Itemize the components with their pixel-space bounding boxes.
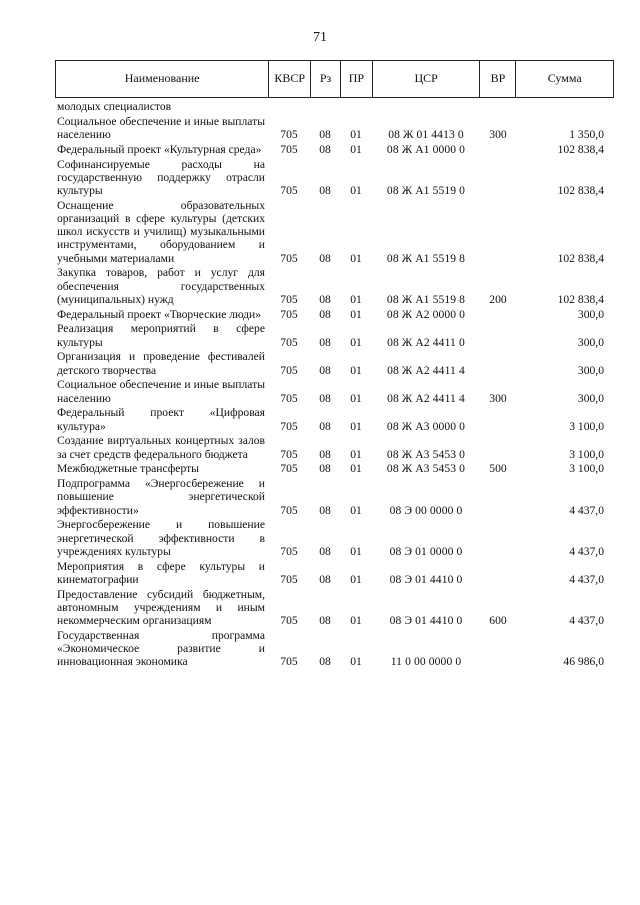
cell-sum: 4 437,0 bbox=[569, 544, 604, 558]
cell-sum: 300,0 bbox=[577, 391, 604, 405]
cell-sum: 300,0 bbox=[577, 307, 604, 321]
cell-csr: 08 Ж 01 4413 0 bbox=[388, 128, 464, 141]
cell-sum: 3 100,0 bbox=[569, 419, 604, 433]
cell-kvsr: 705 bbox=[280, 544, 298, 558]
cell-csr: 08 Ж А3 5453 0 bbox=[386, 462, 466, 476]
cell-csr: 08 Ж А2 4411 0 bbox=[387, 335, 465, 349]
header-pr: ПР bbox=[340, 61, 372, 97]
cell-csr: 11 0 00 0000 0 bbox=[390, 655, 462, 669]
cell-csr: 08 Ж А1 5519 0 bbox=[386, 184, 466, 197]
cell-pr: 01 bbox=[350, 292, 362, 306]
cell-csr: 08 Ж А3 0000 0 bbox=[386, 419, 466, 433]
cell-name: Социальное обеспечение и иные выплаты населению bbox=[57, 114, 265, 141]
table-row bbox=[55, 477, 614, 517]
cell-sum: 46 986,0 bbox=[563, 655, 604, 669]
cell-rz: 08 bbox=[319, 655, 331, 669]
cell-csr: 08 Ж А1 5519 8 bbox=[386, 292, 466, 306]
cell-csr: 08 Ж А1 0000 0 bbox=[386, 142, 466, 156]
cell-sum: 1 350,0 bbox=[569, 128, 604, 141]
cell-pr: 01 bbox=[350, 142, 362, 156]
cell-name: Закупка товаров, работ и услуг для обеспечения государственных (муниципальных) нужд bbox=[57, 266, 265, 306]
cell-pr: 01 bbox=[350, 419, 362, 433]
cell-name: Федеральный проект «Творческие люди» bbox=[57, 307, 261, 321]
cell-sum: 300,0 bbox=[577, 363, 604, 377]
cell-pr: 01 bbox=[350, 503, 362, 517]
table-row bbox=[55, 100, 614, 113]
cell-kvsr: 705 bbox=[280, 184, 298, 197]
cell-csr: 08 Ж А1 5519 8 bbox=[386, 251, 466, 265]
table-row bbox=[55, 378, 614, 404]
cell-rz: 08 bbox=[319, 391, 331, 405]
table-row bbox=[55, 518, 614, 558]
cell-sum: 300,0 bbox=[577, 335, 604, 349]
cell-name: Межбюджетные трансферты bbox=[57, 462, 199, 476]
cell-pr: 01 bbox=[350, 184, 362, 197]
cell-name: Реализация мероприятий в сфере культуры bbox=[57, 322, 265, 349]
cell-pr: 01 bbox=[350, 447, 362, 461]
table-row bbox=[55, 115, 614, 141]
cell-csr: 08 Э 01 4410 0 bbox=[389, 614, 463, 628]
table-row bbox=[55, 143, 614, 156]
table-row bbox=[55, 629, 614, 669]
table-row bbox=[55, 322, 614, 348]
cell-sum: 3 100,0 bbox=[569, 447, 604, 461]
cell-vr: 200 bbox=[489, 292, 507, 306]
header-csr: ЦСР bbox=[372, 61, 480, 97]
cell-csr: 08 Ж А2 0000 0 bbox=[386, 307, 466, 321]
cell-sum: 4 437,0 bbox=[569, 572, 604, 586]
cell-csr: 08 Ж А2 4411 4 bbox=[387, 391, 465, 405]
cell-kvsr: 705 bbox=[280, 614, 298, 628]
cell-rz: 08 bbox=[319, 292, 331, 306]
cell-kvsr: 705 bbox=[280, 655, 298, 669]
cell-sum: 4 437,0 bbox=[569, 503, 604, 517]
cell-vr: 600 bbox=[489, 614, 507, 628]
cell-rz: 08 bbox=[319, 544, 331, 558]
cell-name: Организация и проведение фестивалей детского творчества bbox=[57, 350, 265, 377]
cell-vr: 300 bbox=[489, 128, 507, 141]
cell-rz: 08 bbox=[319, 335, 331, 349]
cell-pr: 01 bbox=[350, 335, 362, 349]
cell-kvsr: 705 bbox=[280, 128, 298, 141]
cell-csr: 08 Ж А2 4411 4 bbox=[387, 363, 465, 377]
budget-table bbox=[55, 60, 614, 670]
cell-name: Энергосбережение и повышение энергетической эффективности в учреждениях культуры bbox=[57, 518, 265, 558]
cell-rz: 08 bbox=[319, 363, 331, 377]
cell-kvsr: 705 bbox=[280, 363, 298, 377]
cell-kvsr: 705 bbox=[280, 419, 298, 433]
cell-pr: 01 bbox=[350, 544, 362, 558]
cell-rz: 08 bbox=[319, 307, 331, 321]
cell-vr: 300 bbox=[489, 391, 507, 405]
cell-rz: 08 bbox=[319, 462, 331, 476]
cell-rz: 08 bbox=[319, 614, 331, 628]
header-sum: Сумма bbox=[515, 61, 613, 97]
table-row bbox=[55, 350, 614, 376]
cell-name: Мероприятия в сфере культуры и кинематографии bbox=[57, 559, 265, 586]
table-row bbox=[55, 158, 614, 198]
cell-pr: 01 bbox=[350, 655, 362, 669]
cell-sum: 102 838,4 bbox=[557, 292, 604, 306]
cell-rz: 08 bbox=[319, 184, 331, 197]
cell-name: Государственная программа «Экономическое развитие и инновационная экономика bbox=[57, 628, 265, 669]
cell-kvsr: 705 bbox=[280, 292, 298, 306]
cell-name: Социальное обеспечение и иные выплаты населению bbox=[57, 378, 265, 405]
cell-csr: 08 Ж А3 5453 0 bbox=[386, 447, 466, 461]
cell-kvsr: 705 bbox=[280, 503, 298, 517]
cell-csr: 08 Э 01 0000 0 bbox=[389, 544, 463, 558]
cell-pr: 01 bbox=[350, 614, 362, 628]
cell-name: Создание виртуальных концертных залов за счет средств федерального бюджета bbox=[57, 434, 265, 461]
cell-pr: 01 bbox=[350, 462, 362, 476]
cell-kvsr: 705 bbox=[280, 462, 298, 476]
cell-pr: 01 bbox=[350, 128, 362, 141]
cell-sum: 102 838,4 bbox=[557, 184, 604, 197]
cell-name: Предоставление субсидий бюджетным, автономным учреждениям и иным некоммерческим организациям bbox=[57, 587, 265, 628]
cell-kvsr: 705 bbox=[280, 572, 298, 586]
cell-rz: 08 bbox=[319, 251, 331, 265]
header-kvsr: КВСР bbox=[268, 61, 310, 97]
table-body bbox=[55, 100, 614, 668]
cell-rz: 08 bbox=[319, 419, 331, 433]
cell-pr: 01 bbox=[350, 307, 362, 321]
cell-name: Федеральный проект «Цифровая культура» bbox=[57, 406, 265, 433]
cell-rz: 08 bbox=[319, 142, 331, 156]
cell-kvsr: 705 bbox=[280, 307, 298, 321]
cell-pr: 01 bbox=[350, 391, 362, 405]
cell-rz: 08 bbox=[319, 572, 331, 586]
cell-name: Оснащение образовательных организаций в сфере культуры (детских школ искусств и училищ) музыкальными инструментами, оборудованием и учебными материалами bbox=[57, 198, 265, 265]
cell-sum: 4 437,0 bbox=[569, 614, 604, 628]
cell-kvsr: 705 bbox=[280, 391, 298, 405]
cell-csr: 08 Э 00 0000 0 bbox=[389, 503, 463, 517]
table-header bbox=[55, 60, 614, 98]
cell-name: Софинансируемые расходы на государственную поддержку отрасли культуры bbox=[57, 157, 265, 197]
table-row bbox=[55, 434, 614, 460]
cell-pr: 01 bbox=[350, 572, 362, 586]
table-row bbox=[55, 588, 614, 628]
cell-rz: 08 bbox=[319, 503, 331, 517]
cell-pr: 01 bbox=[350, 251, 362, 265]
cell-name: Федеральный проект «Культурная среда» bbox=[57, 142, 262, 156]
cell-rz: 08 bbox=[319, 128, 331, 141]
cell-kvsr: 705 bbox=[280, 335, 298, 349]
page-number: 71 bbox=[313, 30, 327, 45]
cell-name: молодых специалистов bbox=[57, 100, 172, 113]
table-row bbox=[55, 266, 614, 306]
cell-sum: 102 838,4 bbox=[557, 251, 604, 265]
cell-sum: 102 838,4 bbox=[557, 142, 604, 156]
cell-csr: 08 Э 01 4410 0 bbox=[389, 572, 463, 586]
table-row bbox=[55, 560, 614, 586]
header-name: Наименование bbox=[124, 71, 200, 86]
cell-name: Подпрограмма «Энергосбережение и повышение энергетической эффективности» bbox=[57, 477, 265, 517]
table-row bbox=[55, 199, 614, 265]
table-row bbox=[55, 462, 614, 475]
header-rz: Рз bbox=[310, 61, 340, 97]
cell-vr: 500 bbox=[489, 462, 507, 476]
table-row bbox=[55, 406, 614, 432]
header-vr: ВР bbox=[479, 61, 515, 97]
table-row bbox=[55, 308, 614, 321]
cell-kvsr: 705 bbox=[280, 251, 298, 265]
cell-kvsr: 705 bbox=[280, 447, 298, 461]
cell-pr: 01 bbox=[350, 363, 362, 377]
cell-sum: 3 100,0 bbox=[569, 462, 604, 476]
cell-kvsr: 705 bbox=[280, 142, 298, 156]
cell-rz: 08 bbox=[319, 447, 331, 461]
